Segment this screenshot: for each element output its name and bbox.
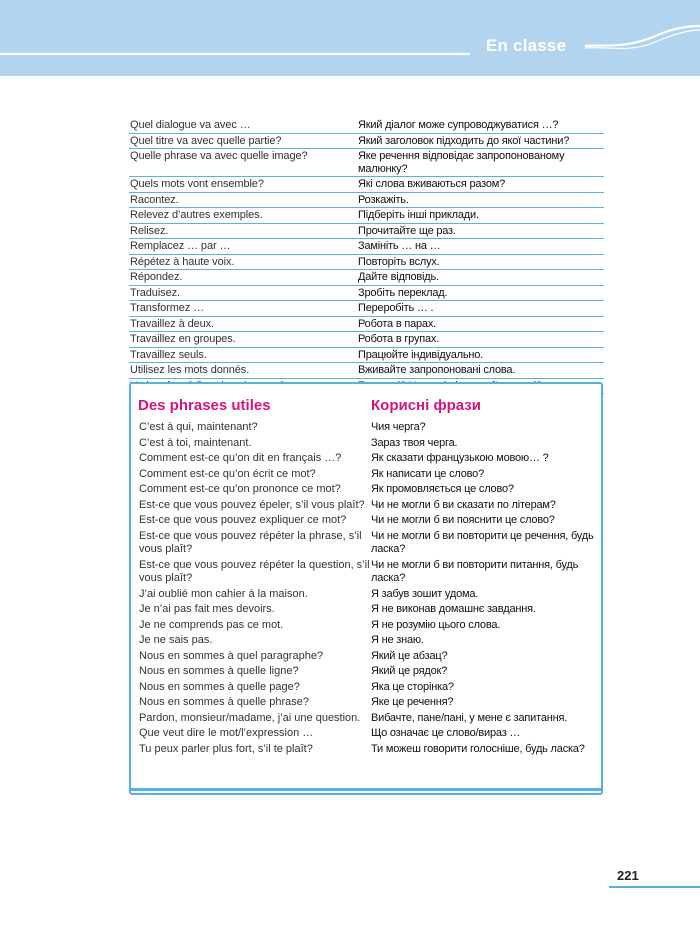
french-phrase: Remplacez … par …: [129, 239, 357, 255]
french-phrase: Est-ce que vous pouvez expliquer ce mot?: [139, 514, 347, 526]
french-phrase: Travaillez seuls.: [129, 347, 357, 363]
ukrainian-translation: Яка це сторінка?: [371, 680, 454, 693]
french-phrase: Pardon, monsieur/madame, j’ai une question.: [139, 711, 361, 724]
table-row: [129, 332, 604, 348]
french-phrase: C’est à qui, maintenant?: [139, 421, 258, 433]
ukrainian-translation: Дайте відповідь.: [357, 270, 604, 286]
table-row: [129, 285, 604, 301]
table-row: [138, 420, 600, 436]
ukrainian-translation: Зараз твоя черга.: [371, 436, 458, 449]
french-phrase: Travaillez à deux.: [129, 316, 357, 332]
french-phrase: Est-ce que vous pouvez répéter la question, s’il vous plaît?: [139, 558, 370, 584]
table-row: [138, 618, 600, 634]
ukrainian-translation: Вживайте запропоновані слова.: [357, 363, 604, 379]
table-row: [138, 498, 600, 514]
french-phrase: Quel dialogue va avec …: [129, 118, 357, 133]
useful-phrases-table: [138, 420, 600, 757]
french-phrase: Relevez d’autres exemples.: [129, 208, 357, 224]
table-row: [138, 680, 600, 696]
useful-phrases-title-uk: Корисні фрази: [371, 397, 481, 414]
french-phrase: Je ne sais pas.: [139, 634, 213, 646]
instruction-table: [129, 118, 604, 394]
table-row: [129, 347, 604, 363]
french-phrase: Nous en sommes à quel paragraphe?: [139, 649, 324, 662]
french-phrase: Tu peux parler plus fort, s’il te plaît?: [139, 742, 313, 755]
table-row: [138, 633, 600, 649]
french-phrase: Que veut dire le mot/l’expression …: [139, 727, 314, 739]
table-row: [138, 529, 600, 558]
french-phrase: Quels mots vont ensemble?: [129, 177, 357, 193]
table-row: [138, 664, 600, 680]
ukrainian-translation: Чи не могли б ви повторити питання, будь ласка?: [371, 558, 579, 584]
ukrainian-translation: Переробіть … .: [357, 301, 604, 317]
french-phrase: Nous en sommes à quelle phrase?: [139, 696, 309, 708]
french-phrase: Comment est-ce qu’on écrit ce mot?: [139, 467, 316, 480]
ukrainian-translation: Працюйте індивідуально.: [357, 347, 604, 363]
ukrainian-translation: Я не знаю.: [371, 634, 424, 646]
table-row: [138, 513, 600, 529]
french-phrase: J’ai oublié mon cahier à la maison.: [139, 587, 308, 600]
table-row: [129, 254, 604, 270]
ukrainian-translation: Замініть … на …: [357, 239, 604, 255]
ukrainian-translation: Я забув зошит удома.: [371, 587, 479, 600]
table-row: [138, 467, 600, 483]
ukrainian-translation: Яке це речення?: [371, 696, 454, 708]
page-number: 221: [617, 868, 639, 883]
ukrainian-translation: Робота в парах.: [357, 316, 604, 332]
header-swoosh: [0, 0, 700, 76]
french-phrase: Comment est-ce qu’on dit en français …?: [139, 452, 342, 464]
french-phrase: Répétez à haute voix.: [129, 254, 357, 270]
ukrainian-translation: Чи не могли б ви повторити це речення, будь ласка?: [371, 529, 594, 555]
french-phrase: Travaillez en groupes.: [129, 332, 357, 348]
ukrainian-translation: Який це абзац?: [371, 649, 448, 662]
table-row: [138, 602, 600, 618]
ukrainian-translation: Вибачте, пане/пані, у мене є запитання.: [371, 711, 568, 724]
table-row: [129, 192, 604, 208]
table-row: [138, 695, 600, 711]
table-row: [129, 133, 604, 149]
header-swoosh-line: [0, 26, 700, 54]
ukrainian-translation: Які слова вживаються разом?: [357, 177, 604, 193]
french-phrase: Je n’ai pas fait mes devoirs.: [139, 603, 275, 615]
page-number-rule: [609, 886, 700, 888]
ukrainian-translation: Повторіть вслух.: [357, 254, 604, 270]
ukrainian-translation: Я не виконав домашнє завдання.: [371, 603, 536, 615]
table-row: [129, 208, 604, 224]
french-phrase: C’est à toi, maintenant.: [139, 436, 252, 449]
ukrainian-translation: Зробіть переклад.: [357, 285, 604, 301]
french-phrase: Traduisez.: [129, 285, 357, 301]
ukrainian-translation: Підберіть інші приклади.: [357, 208, 604, 224]
french-phrase: Racontez.: [129, 192, 357, 208]
table-row: [129, 239, 604, 255]
table-row: [129, 223, 604, 239]
table-row: [138, 436, 600, 452]
table-row: [129, 270, 604, 286]
french-phrase: Nous en sommes à quelle page?: [139, 680, 300, 693]
ukrainian-translation: Який це рядок?: [371, 665, 448, 677]
ukrainian-translation: Я не розумію цього слова.: [371, 618, 501, 631]
french-phrase: Relisez.: [129, 223, 357, 239]
useful-phrases-box: [129, 382, 603, 795]
ukrainian-translation: Який діалог може супроводжуватися …?: [357, 118, 604, 133]
ukrainian-translation: Чи не могли б ви пояснити це слово?: [371, 514, 555, 526]
table-row: [129, 149, 604, 177]
section-title: En classe: [486, 36, 567, 55]
french-phrase: Comment est-ce qu’on prononce ce mot?: [139, 483, 341, 495]
french-phrase: Transformez …: [129, 301, 357, 317]
table-row: [129, 316, 604, 332]
box-bottom-rule: [129, 788, 603, 791]
ukrainian-translation: Робота в групах.: [357, 332, 604, 348]
ukrainian-translation: Чи не могли б ви сказати по літерам?: [371, 498, 556, 511]
table-row: [138, 711, 600, 727]
ukrainian-translation: Як написати це слово?: [371, 467, 484, 480]
ukrainian-translation: Який заголовок підходить до якої частини?: [357, 133, 604, 149]
ukrainian-translation: Що означає це слово/вираз …: [371, 727, 521, 739]
french-phrase: Nous en sommes à quelle ligne?: [139, 665, 299, 677]
table-row: [138, 742, 600, 758]
ukrainian-translation: Як промовляється це слово?: [371, 483, 514, 495]
table-row: [138, 649, 600, 665]
ukrainian-translation: Як сказати французькою мовою… ?: [371, 452, 549, 464]
table-row: [129, 301, 604, 317]
table-row: [138, 726, 600, 742]
ukrainian-translation: Розкажіть.: [357, 192, 604, 208]
french-phrase: Est-ce que vous pouvez répéter la phrase, s’il vous plaît?: [139, 529, 362, 555]
table-row: [129, 177, 604, 193]
table-row: [129, 118, 604, 133]
french-phrase: Répondez.: [129, 270, 357, 286]
french-phrase: Quelle phrase va avec quelle image?: [129, 149, 357, 177]
ukrainian-translation: Прочитайте ще раз.: [357, 223, 604, 239]
table-row: [138, 451, 600, 467]
ukrainian-translation: Чия черга?: [371, 421, 426, 433]
table-row: [129, 363, 604, 379]
table-row: [138, 587, 600, 603]
french-phrase: Je ne comprends pas ce mot.: [139, 618, 284, 631]
french-phrase: Est-ce que vous pouvez épeler, s’il vous plaît?: [139, 498, 365, 511]
french-phrase: Quel titre va avec quelle partie?: [129, 133, 357, 149]
useful-phrases-title-fr: Des phrases utiles: [138, 397, 271, 414]
table-row: [138, 558, 600, 587]
table-row: [138, 482, 600, 498]
ukrainian-translation: Яке речення відповідає запропонованому малюнку?: [357, 149, 604, 177]
ukrainian-translation: Ти можеш говорити голосніше, будь ласка?: [371, 742, 585, 755]
french-phrase: Utilisez les mots donnés.: [129, 363, 357, 379]
